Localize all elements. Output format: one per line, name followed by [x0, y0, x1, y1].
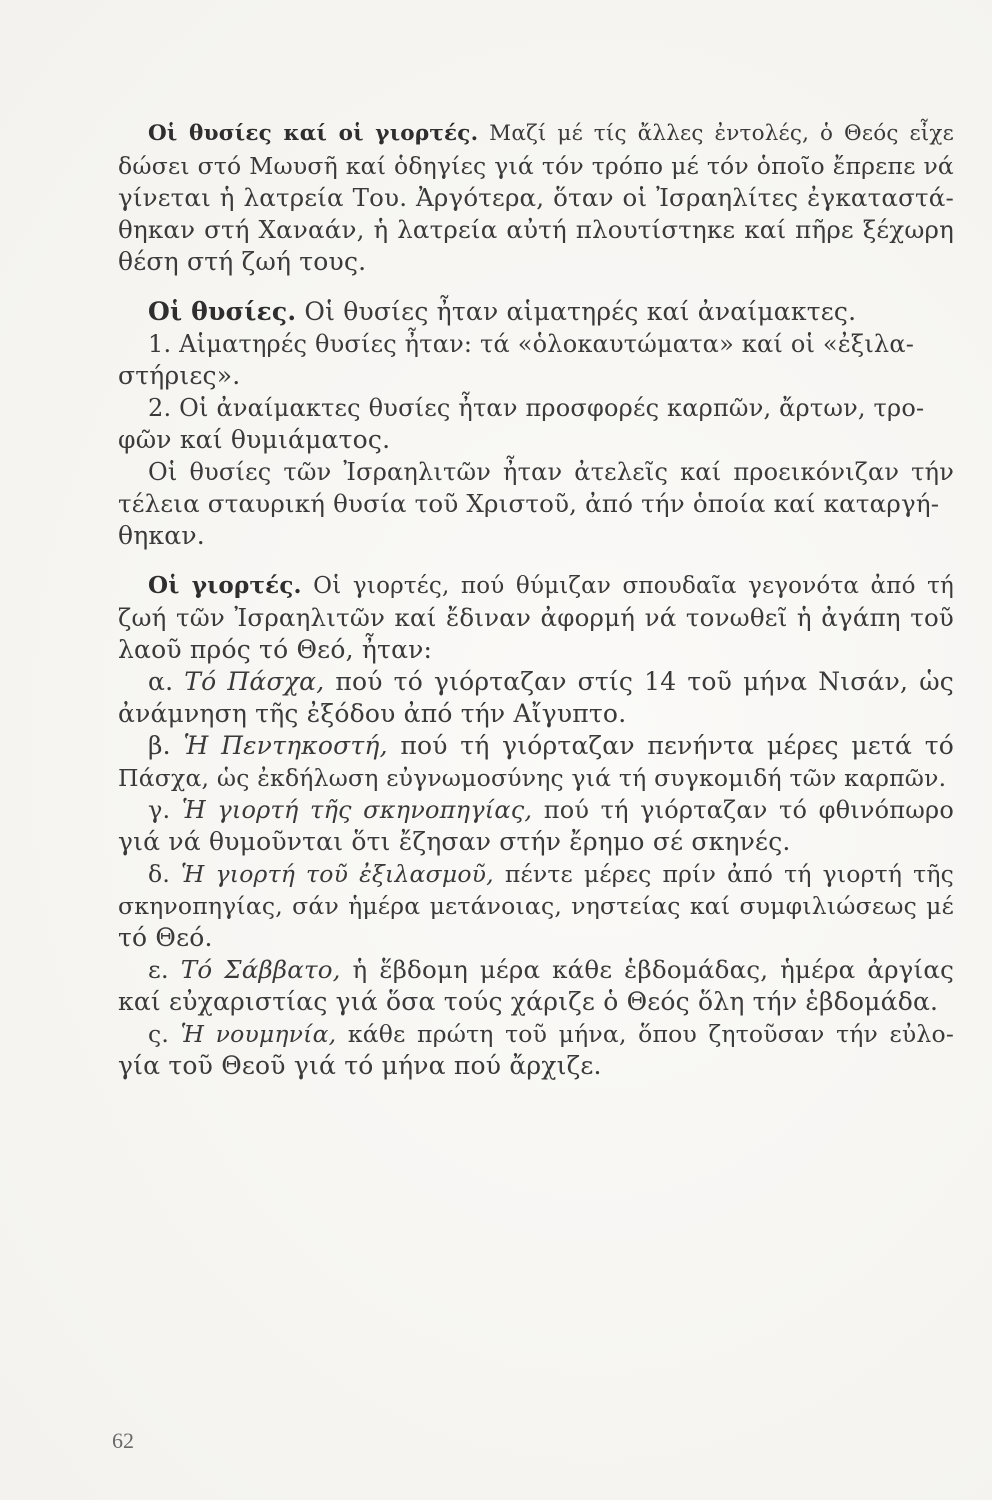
text-line [118, 118, 954, 150]
text-run: γιά νά θυμοῦνται ὅτι ἔζησαν στήν ἔρημο σέ σκηνές. [118, 827, 791, 856]
paragraph-gap [118, 552, 954, 570]
text-run: πού τή γιόρταζαν τό φθινόπωρο [532, 796, 954, 824]
text-line [118, 1018, 954, 1050]
text-line [118, 858, 954, 890]
paragraph [118, 118, 954, 278]
text-run: κάθε πρώτη τοῦ μήνα, ὅπου ζητοῦσαν τήν εὐλο- [336, 1020, 955, 1048]
text-run: σκηνοπηγίας, σάν ἡμέρα μετάνοιας, νηστείας καί συμφιλιώσεως μέ [118, 892, 954, 920]
text-line [118, 890, 954, 922]
text-line [118, 922, 954, 954]
paragraph [118, 296, 954, 552]
feast-name: Ἡ γιορτή τῆς σκηνοπηγίας, [181, 796, 533, 824]
text-run: θηκαν στή Χαναάν, ἡ λατρεία αὐτή πλουτίστηκε καί πῆρε ξέχωρη [118, 215, 954, 244]
text-run: 1. Αἱματηρές θυσίες ἦταν: τά «ὁλοκαυτώματα» καί οἱ «ἐξιλα- [148, 330, 915, 358]
text-line [118, 328, 954, 360]
section-heading: Οἱ θυσίες. [148, 297, 297, 326]
text-line [118, 1050, 954, 1082]
text-run: τό Θεό. [118, 923, 213, 952]
text-run: φῶν καί θυμιάματος. [118, 425, 391, 454]
text-run: 2. Οἱ ἀναίμακτες θυσίες ἦταν προσφορές καρπῶν, ἄρτων, τρο- [148, 394, 925, 422]
text-line [118, 826, 954, 858]
text-line [118, 456, 954, 488]
text-run: στήριες». [118, 361, 241, 390]
text-line [118, 392, 954, 424]
paragraph-gap [118, 278, 954, 296]
text-run: Οἱ θυσίες τῶν Ἰσραηλιτῶν ἦταν ἀτελεῖς καί προεικόνιζαν τήν [148, 458, 954, 486]
text-line [118, 954, 954, 986]
text-run: γίνεται ἡ λατρεία Του. Ἀργότερα, ὅταν οἱ Ἰσραηλίτες ἐγκαταστά- [118, 183, 954, 212]
text-run: Οἱ θυσίες ἦταν αἱματηρές καί ἀναίμακτες. [296, 297, 857, 326]
text-run: ἡ ἕβδομη μέρα κάθε ἑβδομάδας, ἡμέρα ἀργίας [340, 955, 954, 984]
section-heading: Οἱ γιορτές. [148, 572, 302, 599]
text-line [118, 150, 954, 182]
text-line [118, 634, 954, 666]
text-line [118, 214, 954, 246]
text-run: πού τή γιόρταζαν πενήντα μέρες μετά τό [387, 731, 954, 760]
text-line [118, 602, 954, 634]
text-line [118, 570, 954, 602]
text-run: τέλεια σταυρική θυσία τοῦ Χριστοῦ, ἀπό τήν ὁποία καί καταργή- [118, 489, 940, 518]
text-line [118, 666, 954, 698]
text-run: ἀνάμνηση τῆς ἐξόδου ἀπό τήν Αἴγυπτο. [118, 699, 627, 728]
body-text [118, 118, 954, 1082]
text-run: καί εὐχαριστίας γιά ὅσα τούς χάριζε ὁ Θεός ὅλη τήν ἑβδομάδα. [118, 987, 939, 1016]
text-run: Μαζί μέ τίς ἄλλες ἐντολές, ὁ Θεός εἶχε [478, 121, 954, 146]
text-run: θέση στή ζωή τους. [118, 247, 367, 276]
text-line [118, 698, 954, 730]
text-line [118, 488, 954, 520]
section-heading: Οἱ θυσίες καί οἱ γιορτές. [148, 121, 479, 146]
text-run: δώσει στό Μωυσῆ καί ὁδηγίες γιά τόν τρόπο μέ τόν ὁποῖο ἔπρεπε νά [118, 152, 954, 180]
text-run: πού τό γιόρταζαν στίς 14 τοῦ μήνα Νισάν, ὡς [324, 667, 954, 696]
feast-name: Τό Σάββατο, [180, 955, 341, 984]
paragraph [118, 570, 954, 1082]
text-run: πέντε μέρες πρίν ἀπό τή γιορτή τῆς [493, 860, 954, 888]
text-line [118, 520, 954, 552]
text-line [118, 730, 954, 762]
page-number: 62 [112, 1428, 134, 1453]
feast-name: Ἡ γιορτή τοῦ ἐξιλασμοῦ, [181, 860, 494, 888]
text-run: ε. [148, 955, 181, 984]
text-run: Πάσχα, ὡς ἐκδήλωση εὐγνωμοσύνης γιά τή συγκομιδή τῶν καρπῶν. [118, 764, 947, 792]
text-run: ζωή τῶν Ἰσραηλιτῶν καί ἔδιναν ἀφορμή νά τονωθεῖ ἡ ἀγάπη τοῦ [118, 603, 954, 632]
text-line [118, 986, 954, 1018]
feast-name: Ἡ νουμηνία, [180, 1020, 337, 1048]
text-line [118, 762, 954, 794]
text-run: β. [148, 731, 184, 760]
text-line [118, 794, 954, 826]
text-run: α. [148, 667, 185, 696]
text-line [118, 424, 954, 456]
text-line [118, 360, 954, 392]
text-run: ς. [148, 1020, 181, 1048]
text-run: θηκαν. [118, 521, 205, 550]
text-line [118, 246, 954, 278]
text-run: δ. [148, 860, 182, 888]
text-run: γία τοῦ Θεοῦ γιά τό μήνα πού ἄρχιζε. [118, 1051, 602, 1080]
feast-name: Ἡ Πεντηκοστή, [183, 731, 388, 760]
text-run: λαοῦ πρός τό Θεό, ἦταν: [118, 635, 433, 664]
feast-name: Τό Πάσχα, [184, 667, 325, 696]
text-run: Οἱ γιορτές, πού θύμιζαν σπουδαῖα γεγονότα ἀπό τή [301, 573, 954, 599]
text-run: γ. [148, 796, 182, 824]
text-line [118, 296, 954, 328]
text-line [118, 182, 954, 214]
